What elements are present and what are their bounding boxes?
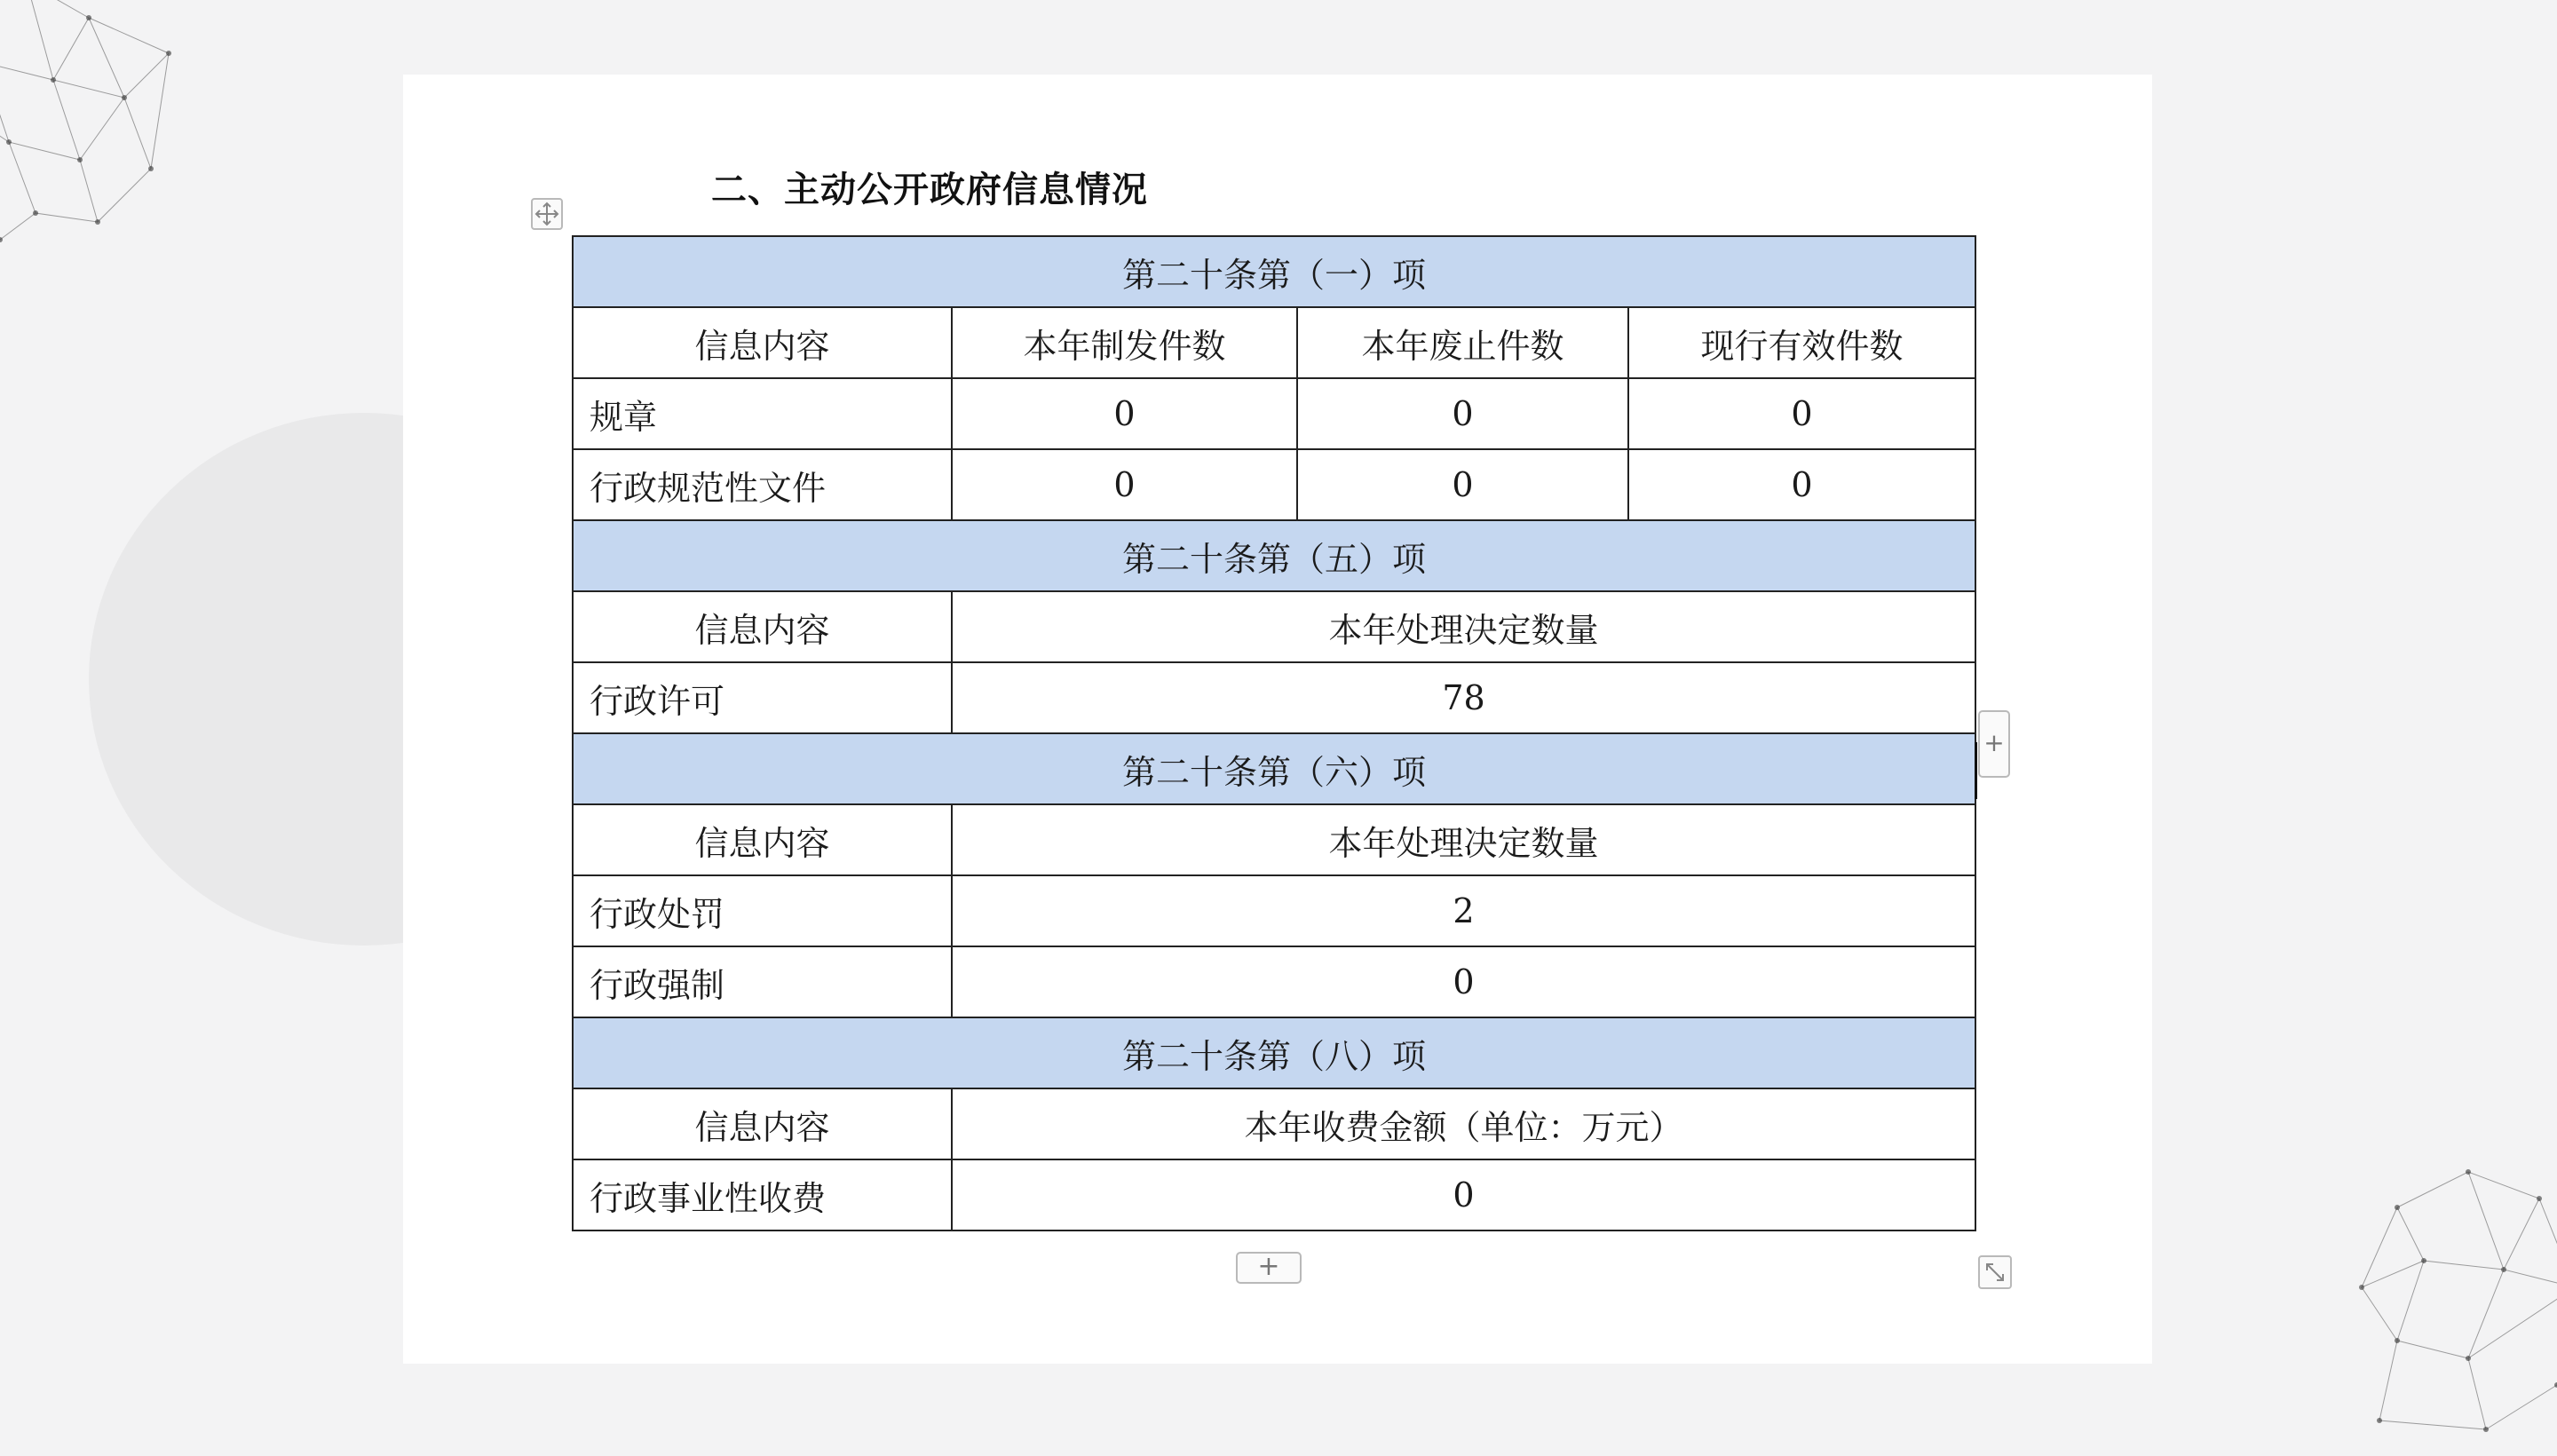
header-cell[interactable]: 信息内容 <box>573 307 952 378</box>
header-cell[interactable]: 本年处理决定数量 <box>952 591 1975 662</box>
table-row <box>573 875 1975 946</box>
row-label-cell[interactable]: 行政许可 <box>573 662 952 733</box>
table-resize-handle[interactable] <box>1978 1255 2012 1289</box>
section-heading-row <box>573 1017 1975 1088</box>
table-row <box>573 946 1975 1017</box>
header-cell[interactable]: 本年收费金额（单位：万元） <box>952 1088 1975 1159</box>
header-cell[interactable]: 现行有效件数 <box>1628 307 1975 378</box>
row-label-cell[interactable]: 行政规范性文件 <box>573 449 952 520</box>
table-header-row <box>573 1088 1975 1159</box>
value-cell[interactable]: 0 <box>1297 378 1628 449</box>
row-label-cell[interactable]: 行政强制 <box>573 946 952 1017</box>
globe-network-decoration-bottom-right <box>2344 1154 2557 1456</box>
row-label-cell[interactable]: 规章 <box>573 378 952 449</box>
header-cell[interactable]: 本年制发件数 <box>952 307 1297 378</box>
value-cell[interactable]: 0 <box>1628 378 1975 449</box>
add-column-button[interactable]: + <box>1978 710 2010 778</box>
value-cell[interactable]: 0 <box>1628 449 1975 520</box>
move-arrows-icon <box>533 200 561 228</box>
header-cell[interactable]: 本年废止件数 <box>1297 307 1628 378</box>
table-row <box>573 1159 1975 1230</box>
section-title: 二、主动公开政府信息情况 <box>711 170 1148 210</box>
table-row <box>573 378 1975 449</box>
row-label-cell[interactable]: 行政处罚 <box>573 875 952 946</box>
section-heading-cell[interactable]: 第二十条第（一）项 <box>573 236 1975 307</box>
header-cell[interactable]: 信息内容 <box>573 1088 952 1159</box>
value-cell[interactable]: 0 <box>952 378 1297 449</box>
value-cell[interactable]: 2 <box>952 875 1975 946</box>
section-heading-row <box>573 733 1975 804</box>
section-heading-cell[interactable]: 第二十条第（五）项 <box>573 520 1975 591</box>
disclosure-table <box>572 235 1976 1231</box>
section-heading-cell[interactable]: 第二十条第（六）项 <box>573 733 1975 804</box>
value-cell[interactable]: 0 <box>952 1159 1975 1230</box>
document-page <box>403 75 2152 1364</box>
add-row-button[interactable]: + <box>1236 1252 1302 1284</box>
table-move-handle[interactable] <box>531 198 563 230</box>
section-heading-row <box>573 236 1975 307</box>
header-cell[interactable]: 本年处理决定数量 <box>952 804 1975 875</box>
table-row <box>573 449 1975 520</box>
table-header-row <box>573 307 1975 378</box>
row-label-cell[interactable]: 行政事业性收费 <box>573 1159 952 1230</box>
value-cell[interactable]: 0 <box>1297 449 1628 520</box>
table-row <box>573 662 1975 733</box>
header-cell[interactable]: 信息内容 <box>573 591 952 662</box>
globe-network-decoration-top-left <box>0 0 213 266</box>
value-cell[interactable]: 78 <box>952 662 1975 733</box>
column-resize-cursor[interactable] <box>1975 742 1977 799</box>
section-heading-cell[interactable]: 第二十条第（八）项 <box>573 1017 1975 1088</box>
table-header-row <box>573 591 1975 662</box>
resize-diagonal-icon <box>1980 1257 2010 1287</box>
section-heading-row <box>573 520 1975 591</box>
value-cell[interactable]: 0 <box>952 449 1297 520</box>
value-cell[interactable]: 0 <box>952 946 1975 1017</box>
header-cell[interactable]: 信息内容 <box>573 804 952 875</box>
table-header-row <box>573 804 1975 875</box>
